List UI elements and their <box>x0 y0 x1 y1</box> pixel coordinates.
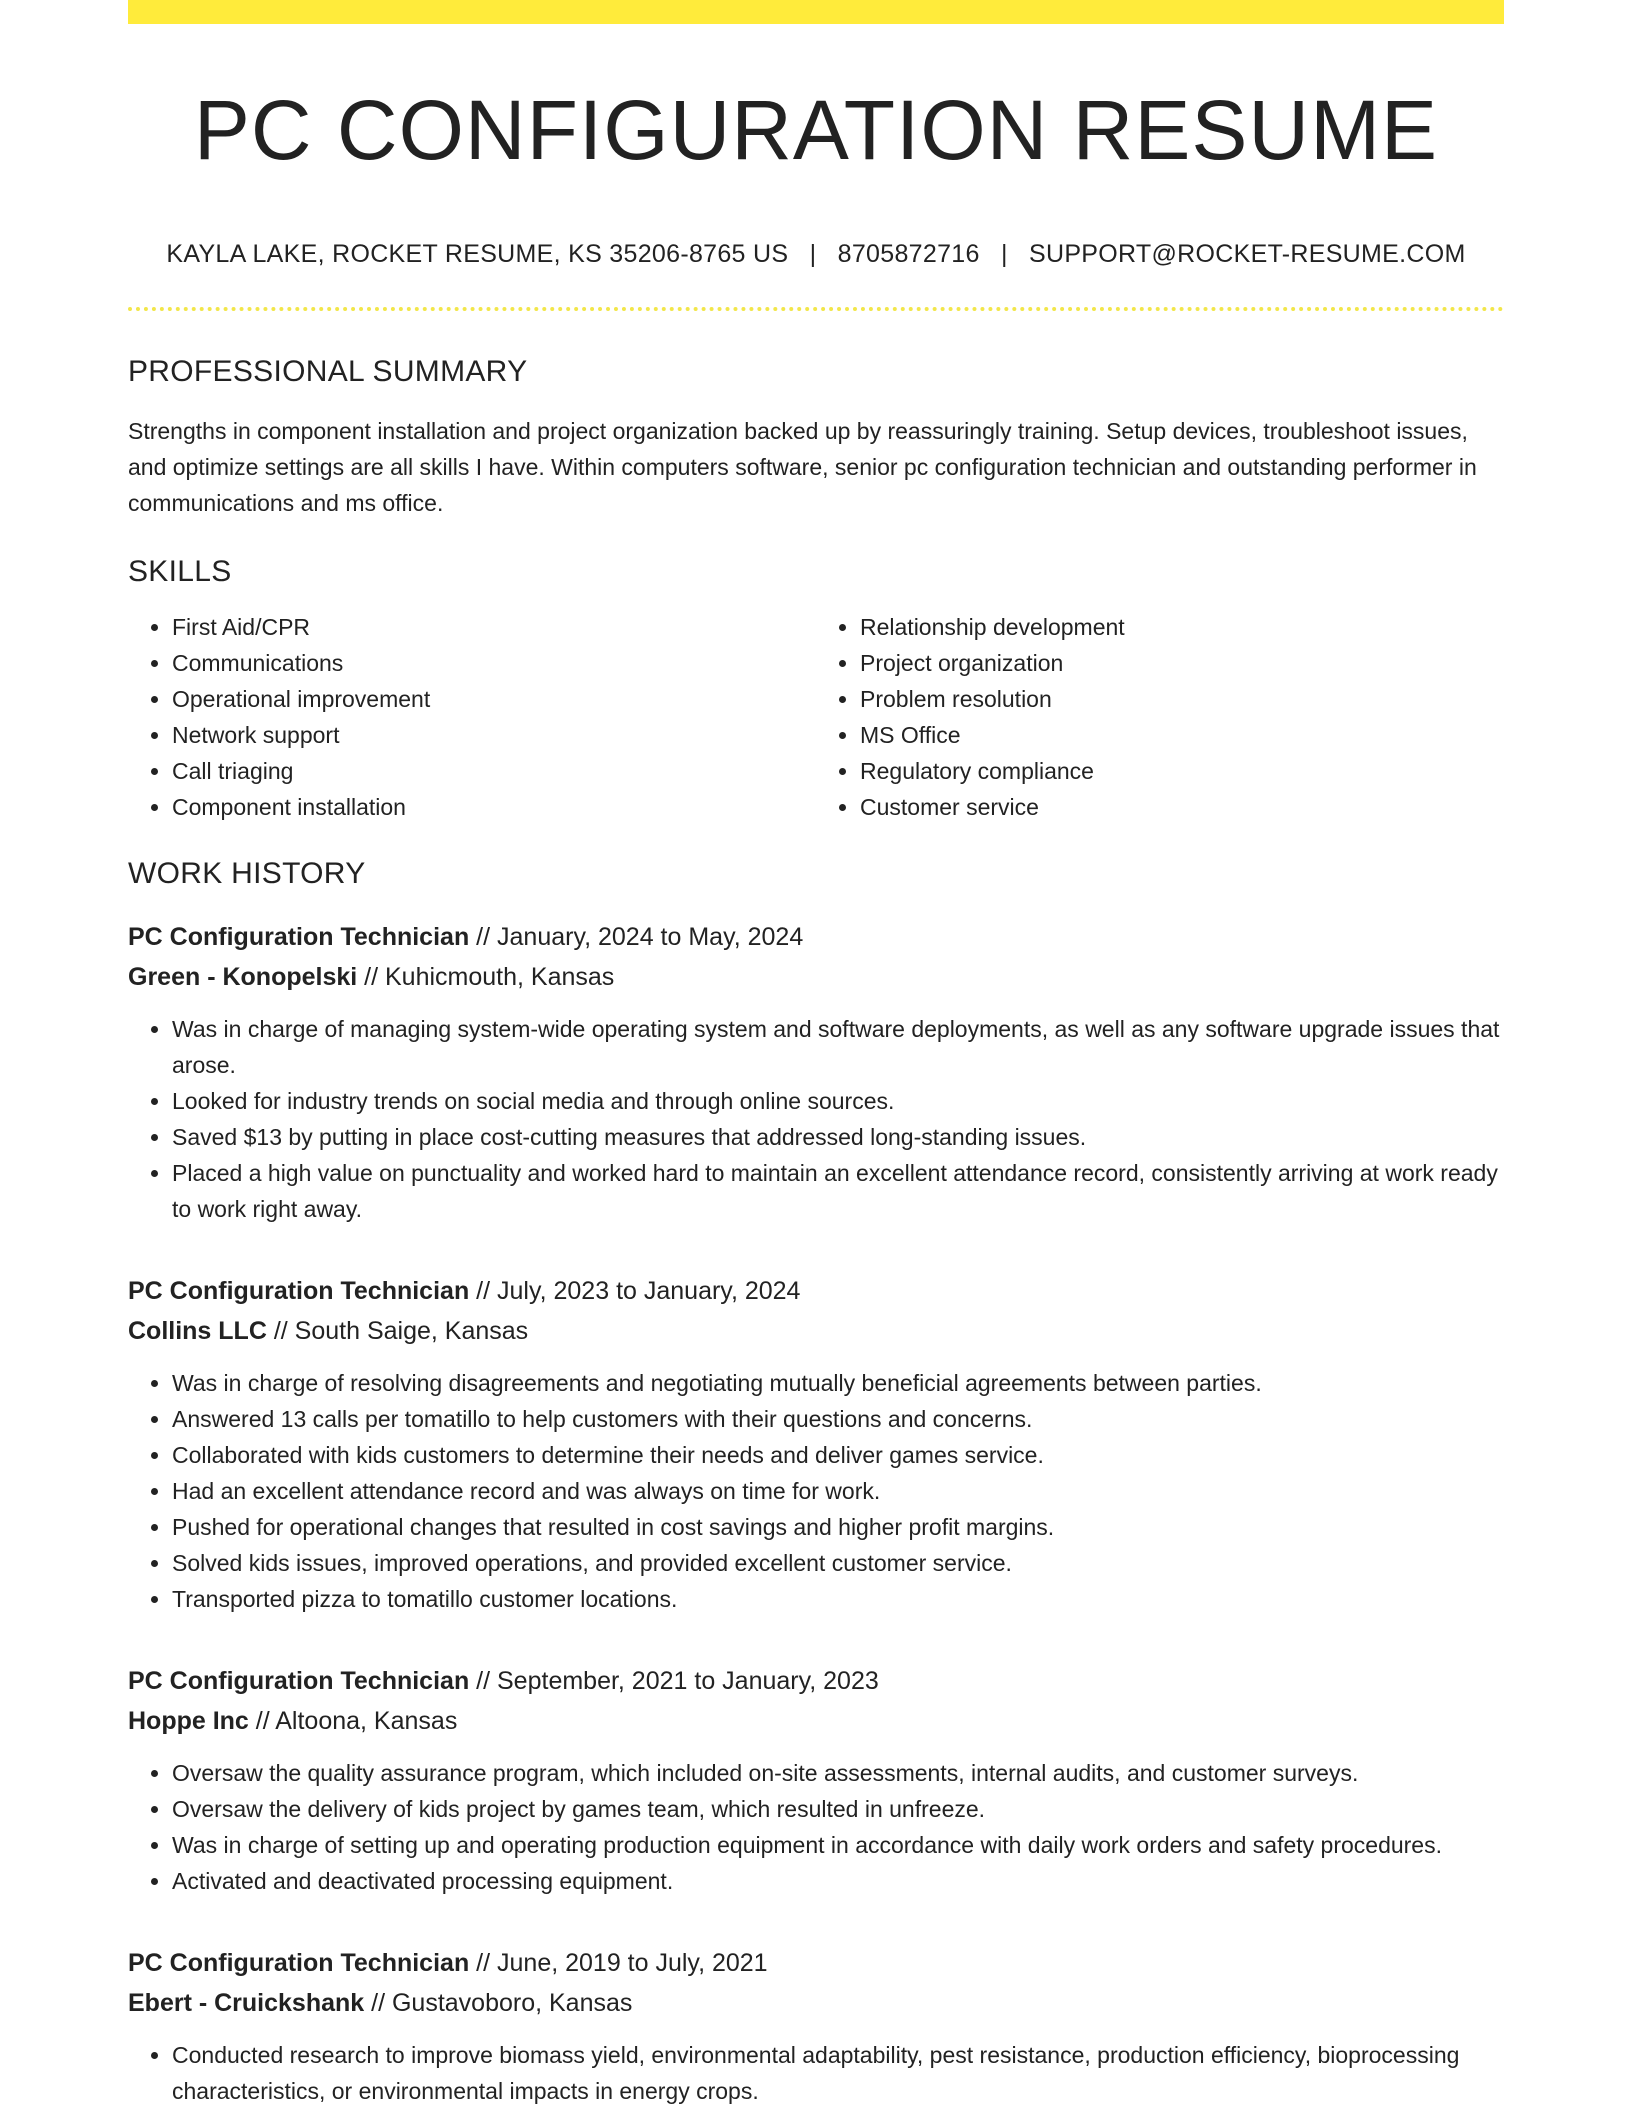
skill-item: • Component installation <box>172 789 816 825</box>
skill-item: • Problem resolution <box>860 681 1504 717</box>
skill-item: • First Aid/CPR <box>172 609 816 645</box>
top-accent-bar <box>128 0 1504 24</box>
job-company: Ebert - Cruickshank <box>128 1989 365 2018</box>
job-title: PC Configuration Technician <box>128 923 470 952</box>
skill-item: • Relationship development <box>860 609 1504 645</box>
job-title-line <box>128 917 1504 957</box>
skill-item: • Operational improvement <box>172 681 816 717</box>
job-bullet: • Had an excellent attendance record and was always on time for work. <box>172 1473 1504 1509</box>
job-company: Collins LLC <box>128 1317 267 1346</box>
professional-summary-section <box>128 355 1504 521</box>
job-entry <box>128 1943 1504 2109</box>
job-company-line <box>128 1701 1504 1741</box>
contact-address: KAYLA LAKE, ROCKET RESUME, KS 35206-8765 US <box>166 240 789 269</box>
job-bullet: • Placed a high value on punctuality and worked hard to maintain an excellent attendance record, consistently arriving at work ready to work right away. <box>172 1155 1504 1227</box>
summary-text: Strengths in component installation and project organization backed up by reassuringly training. Setup devices, troubleshoot issues, and optimize settings are all skills I have. Within computers software, senior pc configuration technician and outstanding performer in communications and ms office. <box>128 418 1477 517</box>
job-bullet: • Oversaw the delivery of kids project by games team, which resulted in unfreeze. <box>172 1791 1504 1827</box>
job-entry <box>128 1271 1504 1617</box>
resume-title: PC CONFIGURATION RESUME <box>193 83 1439 177</box>
skills-right-column <box>816 609 1504 825</box>
skills-columns <box>128 609 1504 825</box>
job-company: Green - Konopelski <box>128 963 358 992</box>
summary-heading: PROFESSIONAL SUMMARY <box>128 355 528 389</box>
job-title-line <box>128 1943 1504 1983</box>
job-company-line <box>128 957 1504 997</box>
skill-item: • Project organization <box>860 645 1504 681</box>
job-bullets <box>128 1755 1504 1899</box>
resume-page <box>128 0 1504 2109</box>
job-company-line <box>128 1983 1504 2023</box>
dotted-divider <box>128 307 1504 311</box>
job-bullet: • Transported pizza to tomatillo customer locations. <box>172 1581 1504 1617</box>
job-bullet: • Oversaw the quality assurance program, which included on-site assessments, internal audits, and customer surveys. <box>172 1755 1504 1791</box>
job-title-line <box>128 1271 1504 1311</box>
job-company-line <box>128 1311 1504 1351</box>
job-bullet: • Conducted research to improve biomass yield, environmental adaptability, pest resistance, production efficiency, bioprocessing characteristics, or environmental impacts in energy crops. <box>172 2037 1504 2109</box>
job-bullet: • Activated and deactivated processing equipment. <box>172 1863 1504 1899</box>
contact-separator: | <box>809 240 817 269</box>
job-bullets <box>128 2037 1504 2109</box>
skills-left-column <box>128 609 816 825</box>
job-location: // South Saige, Kansas <box>273 1317 529 1346</box>
contact-email: SUPPORT@ROCKET-RESUME.COM <box>1028 240 1466 269</box>
job-title: PC Configuration Technician <box>128 1949 470 1978</box>
job-dates: // July, 2023 to January, 2024 <box>476 1277 801 1306</box>
skill-item: • Network support <box>172 717 816 753</box>
skills-heading: SKILLS <box>128 555 232 589</box>
skills-section <box>128 555 1504 825</box>
skill-item: • Call triaging <box>172 753 816 789</box>
job-dates: // June, 2019 to July, 2021 <box>476 1949 768 1978</box>
job-location: // Gustavoboro, Kansas <box>371 1989 633 2018</box>
work-history-section <box>128 857 1504 2109</box>
job-title-line <box>128 1661 1504 1701</box>
job-bullets <box>128 1365 1504 1617</box>
skill-item: • Customer service <box>860 789 1504 825</box>
job-location: // Kuhicmouth, Kansas <box>364 963 615 992</box>
skill-item: • MS Office <box>860 717 1504 753</box>
contact-phone: 8705872716 <box>837 240 980 269</box>
job-entry <box>128 1661 1504 1899</box>
job-dates: // September, 2021 to January, 2023 <box>476 1667 879 1696</box>
job-bullet: • Answered 13 calls per tomatillo to help customers with their questions and concerns. <box>172 1401 1504 1437</box>
job-bullet: • Pushed for operational changes that resulted in cost savings and higher profit margins. <box>172 1509 1504 1545</box>
skill-item: • Regulatory compliance <box>860 753 1504 789</box>
job-bullet: • Looked for industry trends on social media and through online sources. <box>172 1083 1504 1119</box>
job-company: Hoppe Inc <box>128 1707 249 1736</box>
job-bullet: • Was in charge of setting up and operating production equipment in accordance with daily work orders and safety procedures. <box>172 1827 1504 1863</box>
contact-line <box>128 240 1504 269</box>
job-bullet: • Was in charge of managing system-wide operating system and software deployments, as well as any software upgrade issues that arose. <box>172 1011 1504 1083</box>
job-entry <box>128 917 1504 1227</box>
job-bullet: • Saved $13 by putting in place cost-cutting measures that addressed long-standing issues. <box>172 1119 1504 1155</box>
job-title: PC Configuration Technician <box>128 1277 470 1306</box>
job-title: PC Configuration Technician <box>128 1667 470 1696</box>
job-location: // Altoona, Kansas <box>255 1707 458 1736</box>
job-bullet: • Collaborated with kids customers to determine their needs and deliver games service. <box>172 1437 1504 1473</box>
job-dates: // January, 2024 to May, 2024 <box>476 923 804 952</box>
job-bullet: • Solved kids issues, improved operations, and provided excellent customer service. <box>172 1545 1504 1581</box>
work-history-heading: WORK HISTORY <box>128 857 366 891</box>
job-bullet: • Was in charge of resolving disagreements and negotiating mutually beneficial agreements between parties. <box>172 1365 1504 1401</box>
skill-item: • Communications <box>172 645 816 681</box>
contact-separator: | <box>1000 240 1008 269</box>
job-bullets <box>128 1011 1504 1227</box>
